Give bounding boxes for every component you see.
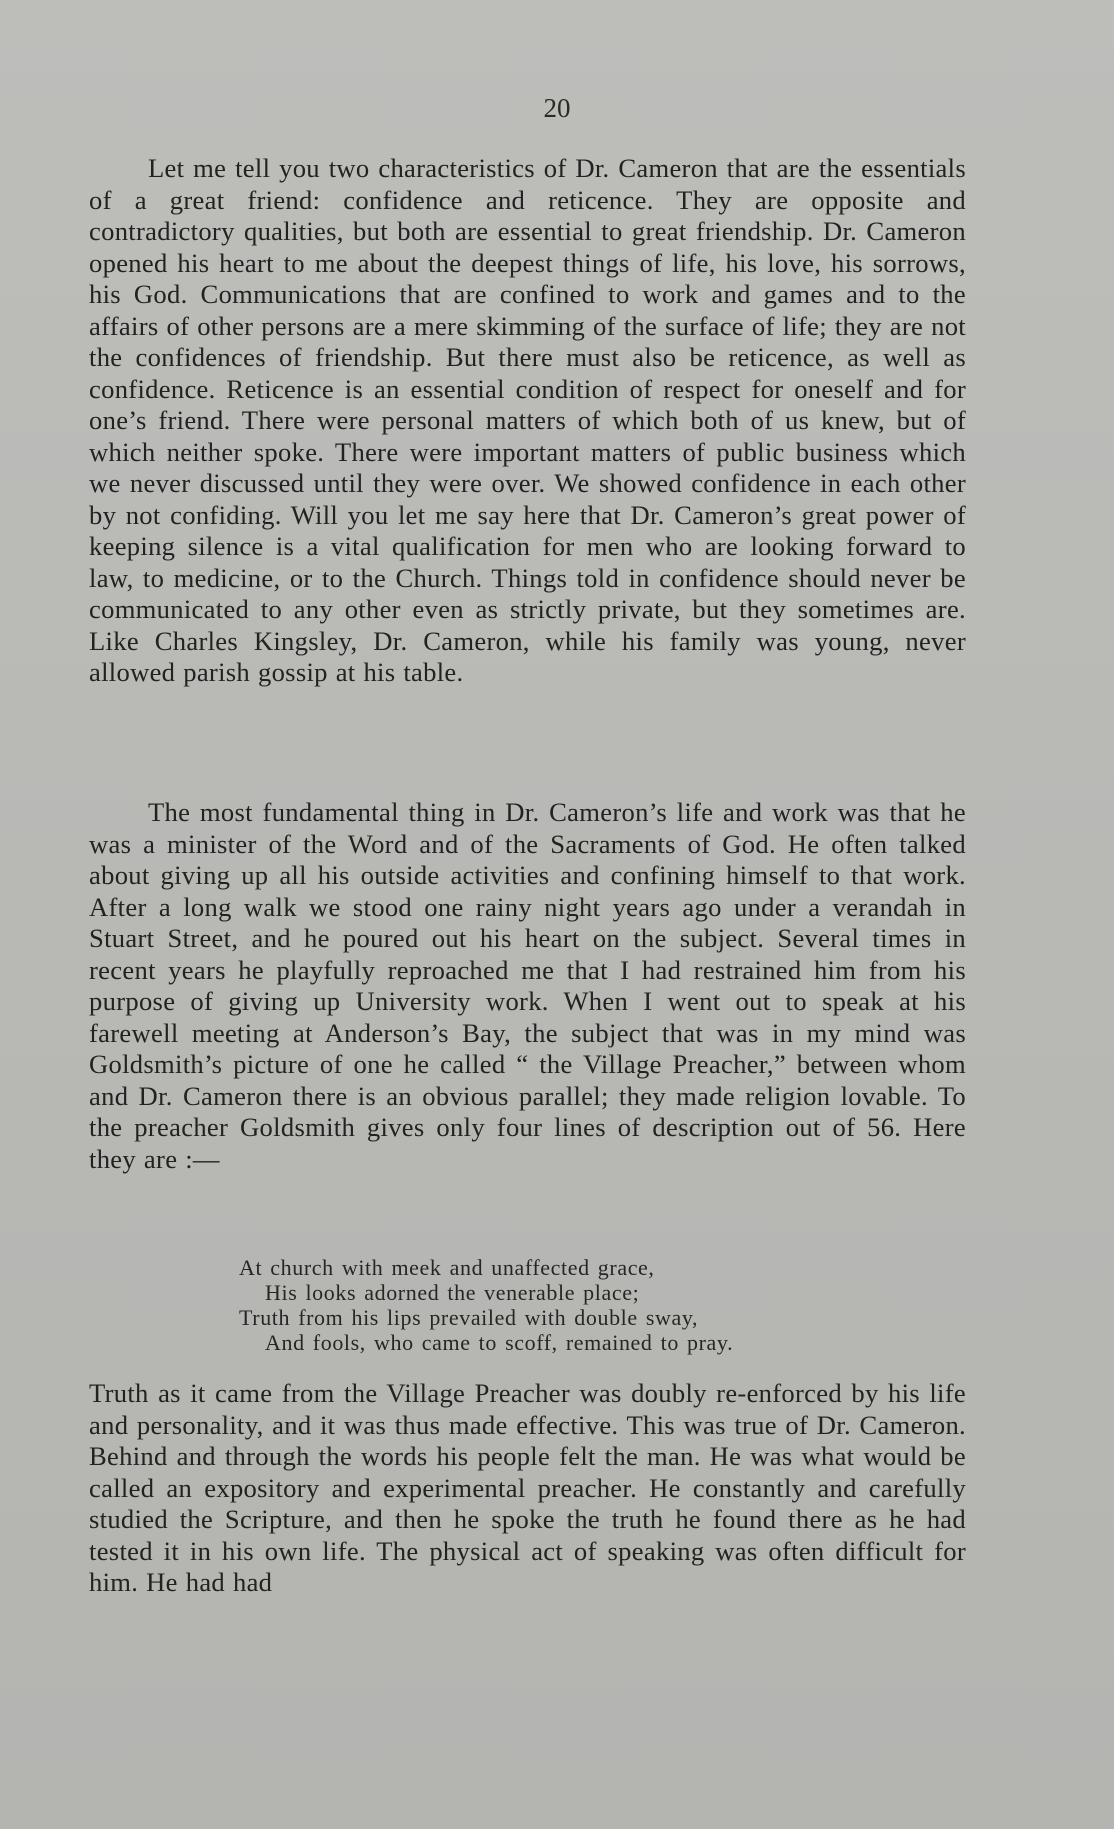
poem-line: Truth from his lips prevailed with double sway, [239, 1305, 699, 1330]
paragraph-minister-of-the-word: The most fundamental thing in Dr. Cameron’s life and work was that he was a minister of the Word and of the Sacraments of God. He often talked about giving up all his outside activities and confining himself to that work. After a long walk we stood one rainy night years ago under a verandah in Stuart Street, and he poured out his heart on the subject. Several times in recent years he playfully reproached me that I had restrained him from his purpose of giving up University work. When I went out to speak at his farewell meeting at Anderson’s Bay, the subject that was in my mind was Goldsmith’s picture of one he called “ the Village Preacher,” between whom and Dr. Cameron there is an obvious parallel; they made religion lovable. To the preacher Goldsmith gives only four lines of description out of 56. Here they are :— [89, 797, 966, 1174]
paragraph-village-preacher: Truth as it came from the Village Preacher was doubly re-enforced by his life and personality, and it was thus made effective. This was true of Dr. Cameron. Behind and through the words his people felt the man. He was what would be called an expository and experimental preacher. He constantly and carefully studied the Scripture, and then he spoke the truth he found there as he had tested it in his own life. The physical act of speaking was often difficult for him. He had had [89, 1378, 966, 1597]
poem-line: At church with meek and unaffected grace, [239, 1255, 655, 1280]
poem-line: His looks adorned the venerable place; [265, 1280, 640, 1305]
poem-line: And fools, who came to scoff, remained to pray. [265, 1330, 734, 1355]
page-number: 20 [543, 93, 571, 123]
poem-quotation [239, 1255, 879, 1355]
paragraph-confidence-reticence: Let me tell you two characteristics of Dr. Cameron that are the essentials of a great friend: confidence and reticence. They are opposite and contradictory qualities, but both are essential to great friendship. Dr. Cameron opened his heart to me about the deepest things of life, his love, his sorrows, his God. Communications that are confined to work and games and to the affairs of other persons are a mere skimming of the surface of life; they are not the confidences of friendship. But there must also be reticence, as well as confidence. Reticence is an essential condition of respect for oneself and for one’s friend. There were personal matters of which both of us knew, but of which neither spoke. There were important matters of public business which we never discussed until they were over. We showed confidence in each other by not confiding. Will you let me say here that Dr. Cameron’s great power of keeping silence is a vital qualification for men who are looking forward to law, to medicine, or to the Church. Things told in confidence should never be communicated to any other even as strictly private, but they sometimes are. Like Charles Kingsley, Dr. Cameron, while his family was young, never allowed parish gossip at his table. [89, 153, 966, 687]
